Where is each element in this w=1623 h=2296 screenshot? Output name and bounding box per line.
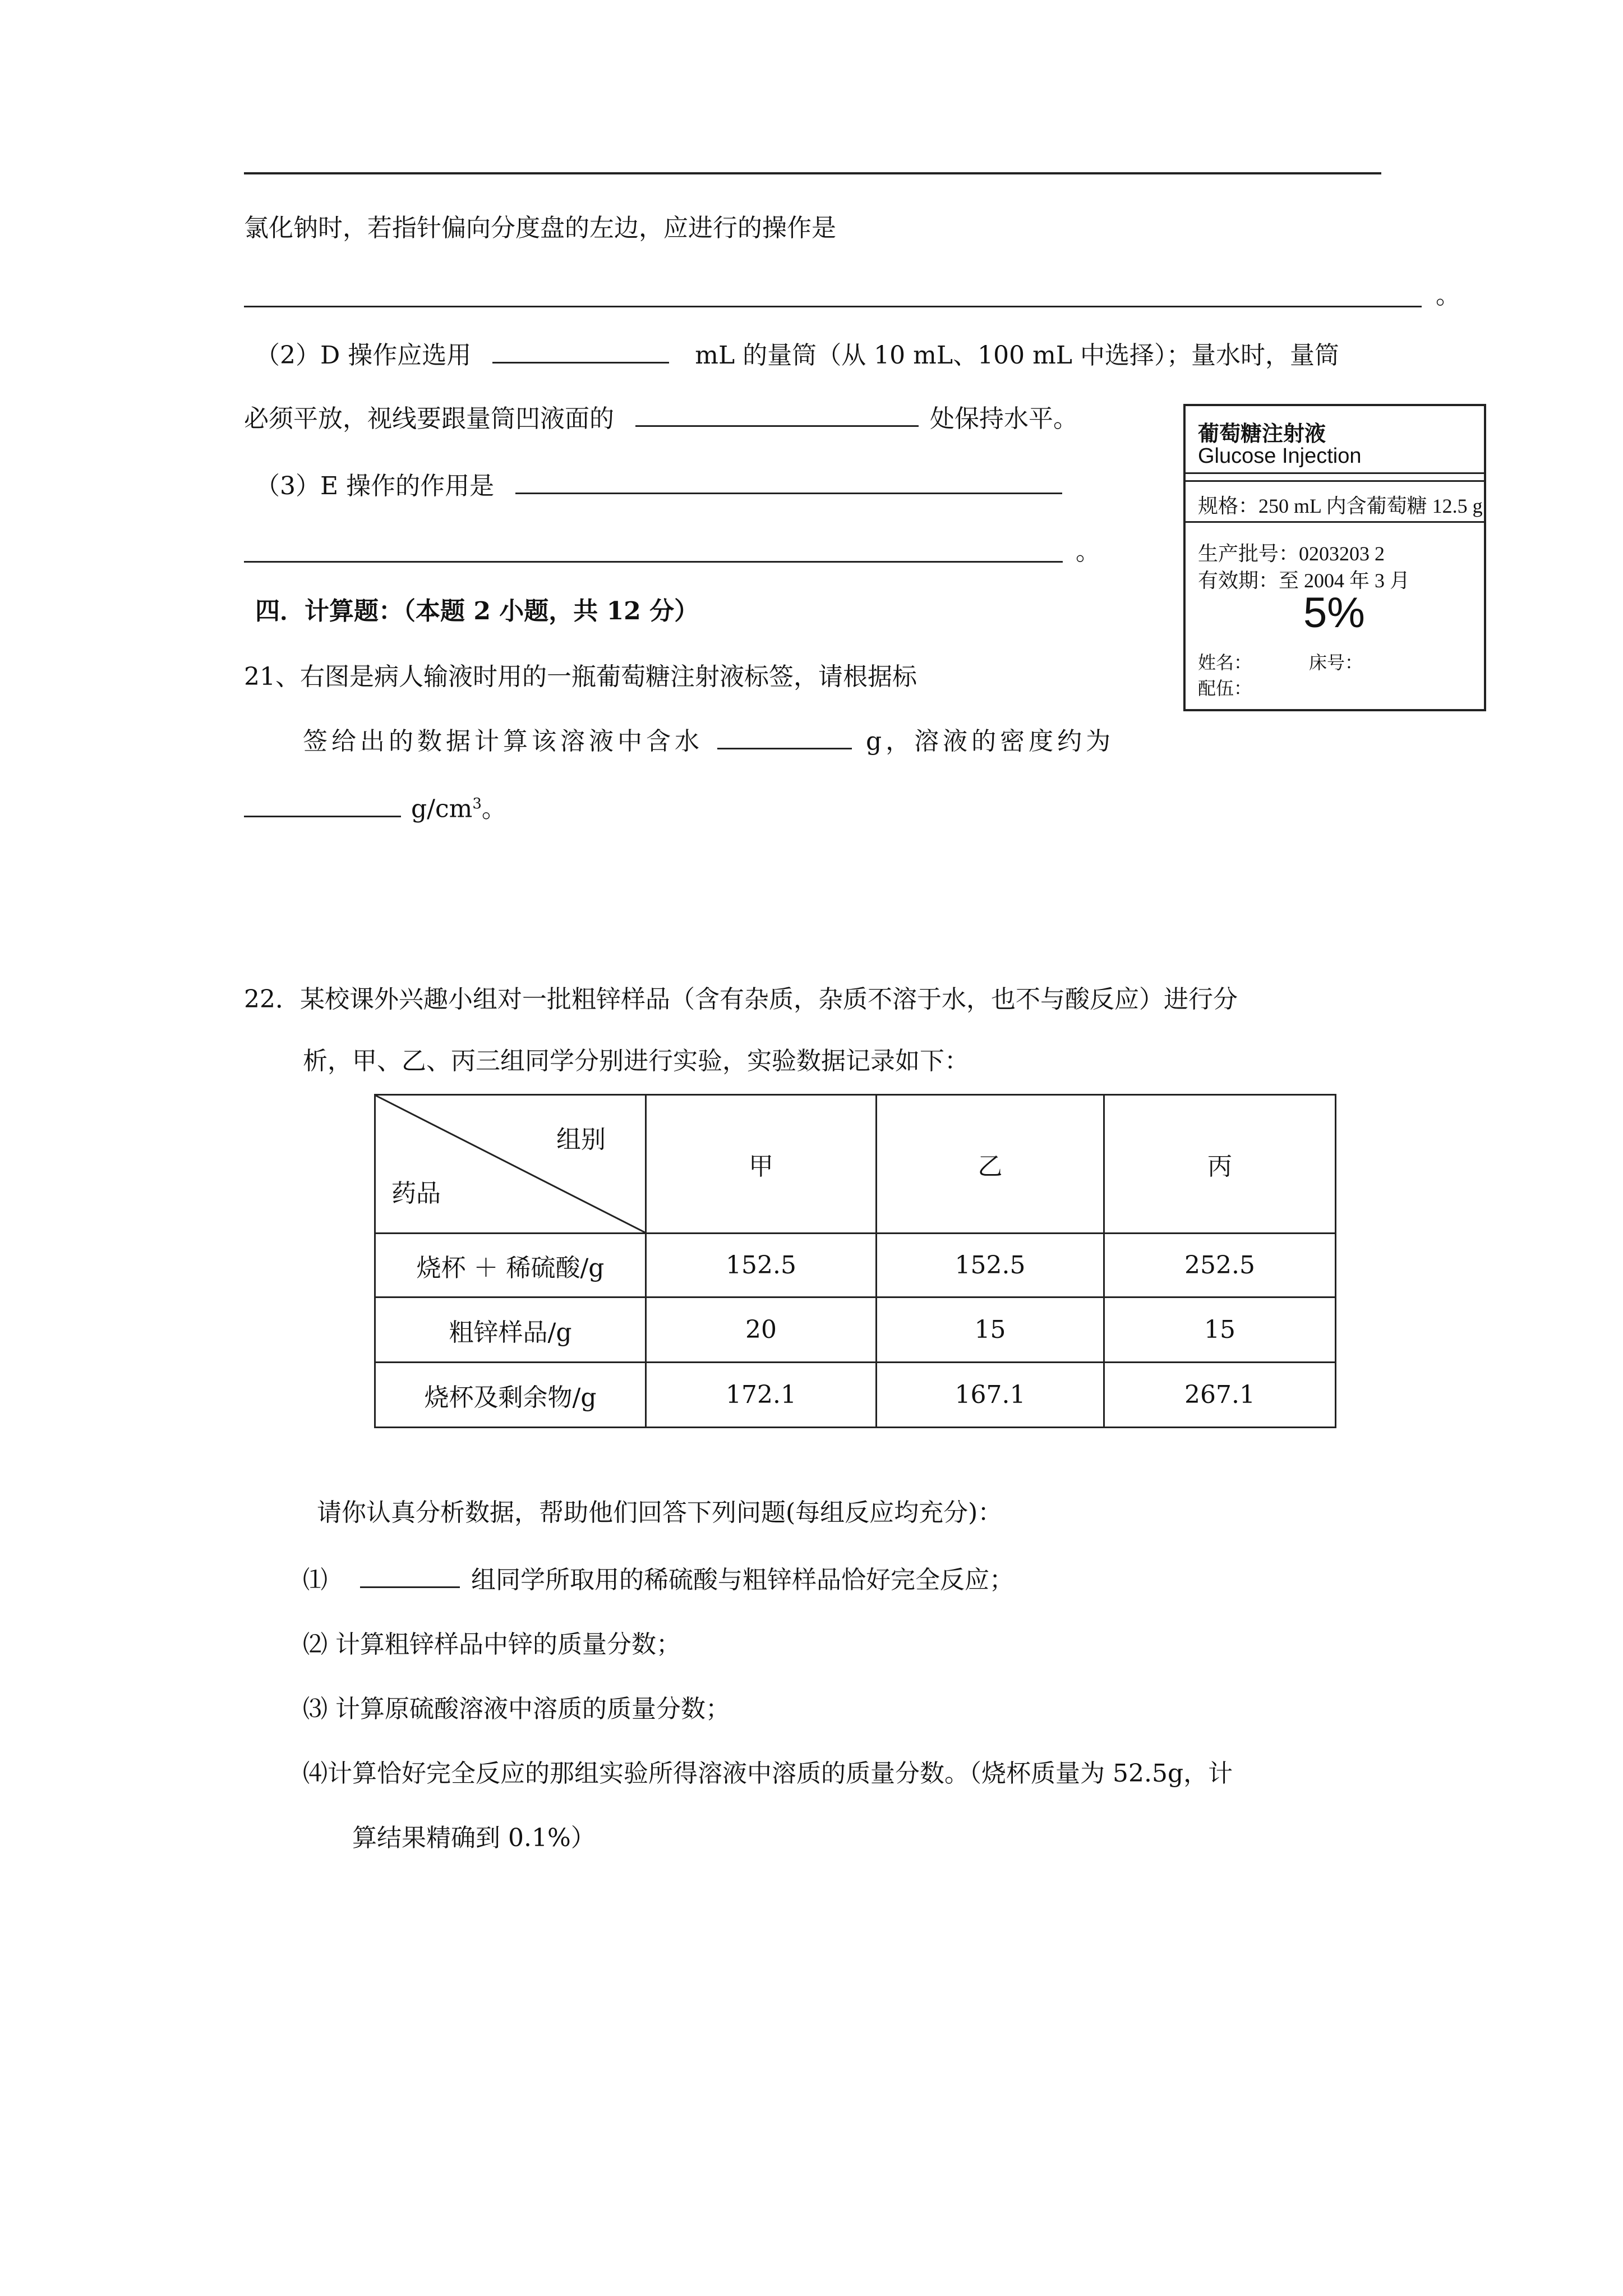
table-row	[375, 1297, 1336, 1363]
table-cell: 252.5	[1104, 1234, 1336, 1297]
label-bed-field: 床号：	[1309, 652, 1363, 673]
table-row	[375, 1363, 1336, 1428]
q22-sub3: ⑶ 计算原硫酸溶液中溶质的质量分数；	[303, 1695, 730, 1723]
label-divider	[1186, 521, 1484, 523]
table-cell: 152.5	[646, 1234, 877, 1297]
label-title-cn: 葡萄糖注射液	[1198, 422, 1326, 446]
q20-part2b-suffix: 处保持水平。	[930, 404, 1078, 433]
table-cell: 152.5	[877, 1234, 1104, 1297]
q22-intro: 请你认真分析数据，帮助他们回答下列问题(每组反应均充分)：	[317, 1498, 1003, 1527]
label-spec: 规格：250 mL 内含葡萄糖 12.5 g	[1198, 495, 1483, 517]
q22-line2: 析，甲、乙、丙三组同学分别进行实验，实验数据记录如下：	[303, 1047, 969, 1075]
answer-blank-group[interactable]	[360, 1586, 460, 1588]
end-mark: 。	[1436, 281, 1460, 310]
table-cell: 172.1	[646, 1363, 877, 1428]
table-header-row	[375, 1095, 1336, 1234]
diagonal-line	[376, 1096, 645, 1232]
answer-blank-water[interactable]	[717, 748, 852, 749]
column-header: 乙	[877, 1095, 1104, 1234]
label-batch: 生产批号：0203203 2	[1198, 542, 1385, 565]
q22-sub1	[303, 1568, 1014, 1593]
q20-part2	[255, 343, 1339, 368]
answer-blank-line-2[interactable]	[244, 561, 1063, 563]
q20-part2-mid: mL 的量筒（从 10 mL、100 mL 中选择）；量水时，量筒	[695, 341, 1339, 370]
section-title: 四．计算题：（本题 2 小题，共 12 分）	[255, 597, 699, 625]
table-cell: 167.1	[877, 1363, 1104, 1428]
answer-blank-e-operation[interactable]	[515, 493, 1062, 494]
unit-superscript: 3	[472, 795, 482, 812]
label-title-en: Glucose Injection	[1198, 444, 1362, 468]
sub-number: ⑴	[303, 1566, 328, 1594]
answer-blank-cylinder[interactable]	[492, 362, 669, 364]
q22-sub4-line1: ⑷计算恰好完全反应的那组实验所得溶液中溶质的质量分数。（烧杯质量为 52.5g，计	[303, 1759, 1233, 1788]
row-label: 粗锌样品/g	[375, 1297, 646, 1363]
end-mark: 。	[1076, 537, 1100, 566]
table-cell: 267.1	[1104, 1363, 1336, 1428]
q20-part3	[255, 474, 1062, 499]
header-rule	[244, 172, 1381, 174]
label-dispense-field: 配伍：	[1198, 678, 1252, 698]
q20-part2-prefix: （2）D 操作应选用	[255, 341, 472, 370]
answer-blank-density[interactable]	[244, 816, 401, 817]
row-label: 烧杯 ＋ 稀硫酸/g	[375, 1234, 646, 1297]
unit: g/cm	[411, 794, 473, 823]
column-header: 甲	[646, 1095, 877, 1234]
q21-line2-prefix: 签给出的数据计算该溶液中含水	[303, 727, 703, 756]
table-cell: 15	[877, 1297, 1104, 1363]
q22-sub2: ⑵ 计算粗锌样品中锌的质量分数；	[303, 1630, 681, 1659]
q22-sub1-text: 组同学所取用的稀硫酸与粗锌样品恰好完全反应；	[471, 1566, 1014, 1594]
label-divider	[1186, 472, 1484, 474]
label-name-field: 姓名：	[1198, 652, 1252, 673]
q20-part3-prefix: （3）E 操作的作用是	[255, 472, 495, 500]
glucose-injection-label	[1183, 404, 1486, 711]
label-expiry: 有效期：至 2004 年 3 月	[1198, 569, 1410, 592]
header-item: 药品	[391, 1179, 441, 1208]
table-cell: 15	[1104, 1297, 1336, 1363]
q21-line2	[303, 729, 1114, 754]
table-cell: 20	[646, 1297, 877, 1363]
answer-blank-line[interactable]	[244, 306, 1422, 307]
q22-sub4-line2: 算结果精确到 0.1%）	[352, 1824, 596, 1852]
table-diagonal-header	[375, 1095, 646, 1234]
q20-part2b	[244, 404, 1078, 433]
q20-line1: 氯化钠时，若指针偏向分度盘的左边，应进行的操作是	[244, 214, 836, 242]
label-divider	[1186, 480, 1484, 482]
column-header: 丙	[1104, 1095, 1336, 1234]
row-label: 烧杯及剩余物/g	[375, 1363, 646, 1428]
q22-line1: 22．某校课外兴趣小组对一批粗锌样品（含有杂质，杂质不溶于水，也不与酸反应）进行分	[244, 985, 1238, 1014]
q20-part2b-prefix: 必须平放，视线要跟量筒凹液面的	[244, 404, 614, 433]
q21-line2-mid: g，溶液的密度约为	[866, 727, 1115, 756]
q21-line3	[244, 794, 506, 823]
label-concentration: 5%	[1303, 589, 1365, 637]
end-mark: 。	[481, 794, 506, 823]
table-row	[375, 1234, 1336, 1297]
q21-line1: 21、右图是病人输液时用的一瓶葡萄糖注射液标签，请根据标	[244, 662, 917, 691]
answer-blank-meniscus[interactable]	[635, 425, 919, 427]
data-table	[374, 1094, 1336, 1428]
header-group: 组别	[556, 1125, 606, 1154]
